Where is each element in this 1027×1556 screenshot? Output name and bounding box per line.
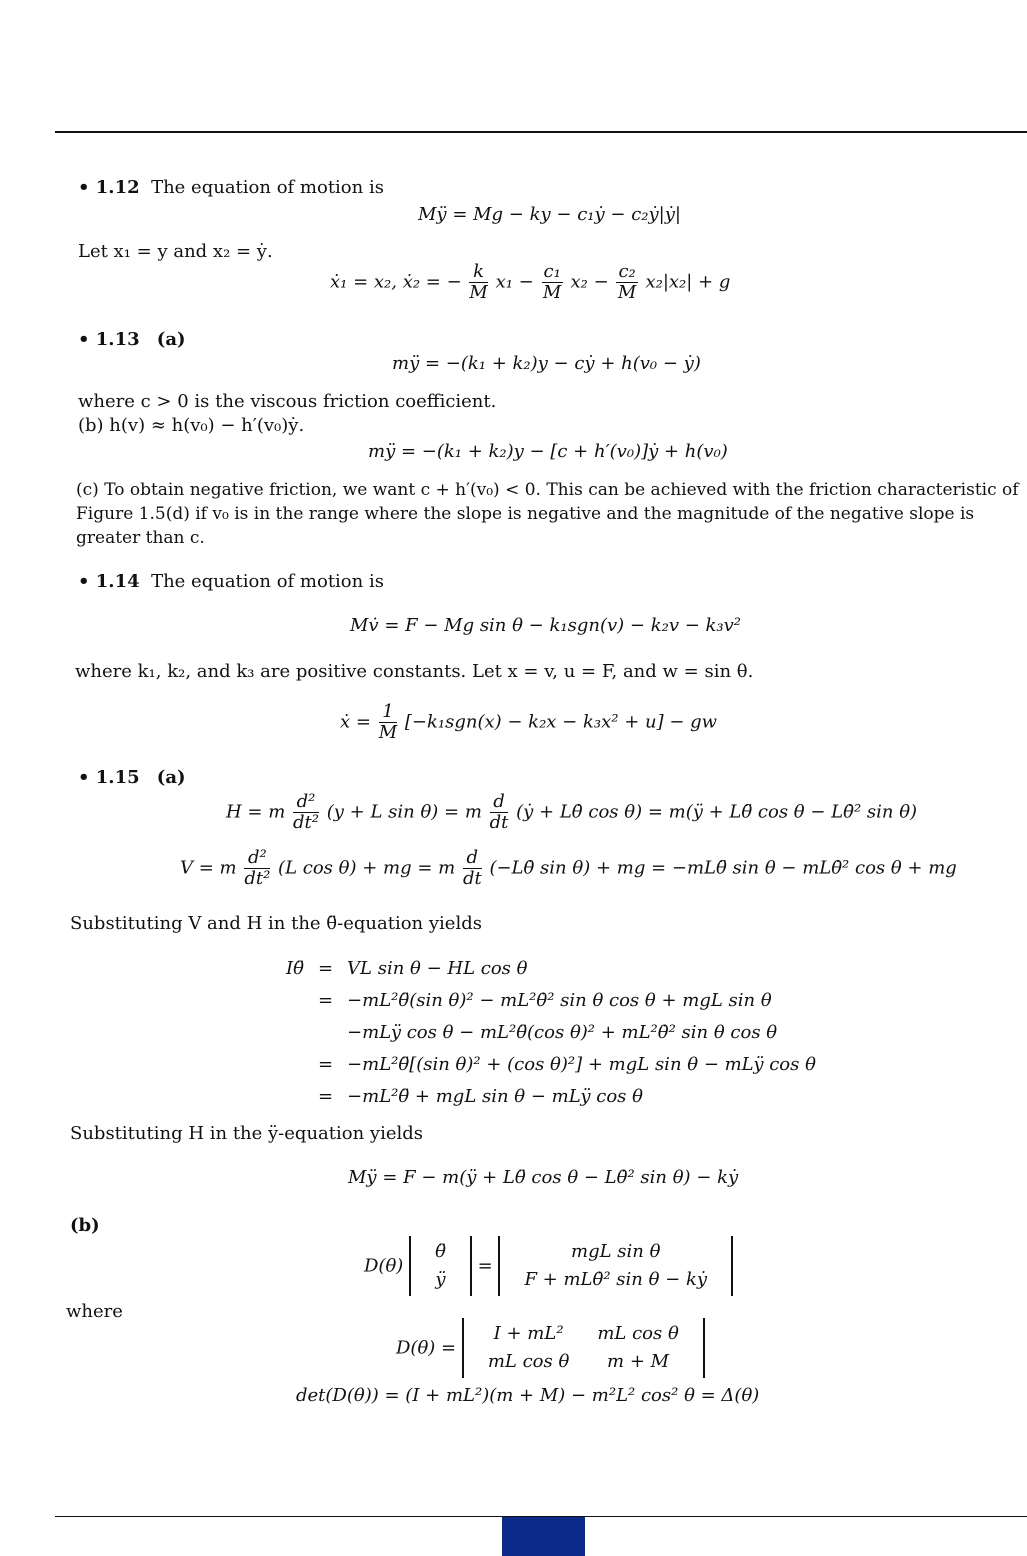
top-rule [55,131,1027,133]
aligned-row [280,986,822,1016]
aligned-equations [278,952,824,1114]
aligned-lhs: Iθ̈ [286,958,304,979]
equation-V: V = m $\frac{\text{d²}}{\text{dt²}}$ (L cos θ) + mg = m $\frac{d}{dt}$ (−Lθ̇ sin θ) + mg = −mLθ̈ sin θ − mLθ̇² cos θ + mg [180,847,957,889]
state-equations-1-12: ẋ₁ = x₂, ẋ₂ = − $\frac{k}{M}$ x₁ − $\frac{\text{c₁}}{M}$ x₂ − $\frac{\text{c₂}}{M}$ x₂|x₂| + g [330,261,731,303]
equation-1-14b: ẋ = $\frac{1}{M}$ [−k₁sgn(x) − k₂x − k₃x² + u] − gw [340,701,718,743]
text-1-13a: where c > 0 is the viscous friction coefficient. [78,391,497,412]
text-1-14b: where k₁, k₂, and k₃ are positive constants. Let x = v, u = F, and w = sin θ. [75,661,754,682]
aligned-rhs: VL sin θ − HL cos θ [347,958,528,979]
aligned-rel: = [317,1054,334,1075]
equation-1-13a: mÿ = −(k₁ + k₂)y − cẏ + h(v₀ − ẏ) [392,353,701,374]
aligned-row [280,1082,822,1112]
equation-H: H = m $\frac{\text{d²}}{\text{dt²}}$ (y + L sin θ) = m $\frac{d}{dt}$ (ẏ + Lθ̇ cos θ) = m(ÿ + Lθ̈ cos θ − Lθ̇² sin θ) [226,791,918,833]
vector-left: θ̈ ÿ [409,1236,472,1296]
let-statement: Let x₁ = y and x₂ = ẏ. [78,241,273,262]
text-substituting-V-H: Substituting V and H in the θ̈-equation yields [70,913,482,934]
problem-1-12-text: The equation of motion is [151,177,384,198]
aligned-lhs [280,1082,310,1112]
equation-1-13b: mÿ = −(k₁ + k₂)y − [c + h′(v₀)]ẏ + h(v₀) [368,441,728,462]
aligned-row [280,954,822,984]
problem-1-14: • 1.14 The equation of motion is [78,571,384,592]
aligned-rhs: −mL²θ̈[(sin θ)² + (cos θ)²] + mgL sin θ − mLÿ cos θ [347,1054,816,1075]
problem-1-15: • 1.15 (a) [78,767,186,788]
equation-det: det(D(θ)) = (I + mL²)(m + M) − m²L² cos² θ = Δ(θ) [296,1385,760,1406]
aligned-rel [312,1018,339,1048]
matrix-equation: D(θ) θ̈ ÿ = mgL sin θ F + mLθ̇² sin θ − kẏ [364,1236,733,1296]
vector-right: mgL sin θ F + mLθ̇² sin θ − kẏ [498,1236,733,1296]
aligned-lhs [280,1050,310,1080]
aligned-rel: = [317,990,334,1011]
equation-1-14: Mv̇ = F − Mg sin θ − k₁sgn(v) − k₂v − k₃v² [350,615,742,636]
problem-1-13: • 1.13 (a) [78,329,186,350]
text-1-13c: (c) To obtain negative friction, we want c + h′(v₀) < 0. This can be achieved with the friction characteristic of Figure 1.5(d) if v₀ is in the range where the slope is negative and the magnitude of the negative slope is greater than c. [76,480,1019,548]
equation-1-12: Mÿ = Mg − ky − c₁ẏ − c₂ẏ|ẏ| [418,204,681,225]
aligned-lhs [280,1018,310,1048]
aligned-row [280,1050,822,1080]
text-substituting-H: Substituting H in the ÿ-equation yields [70,1123,424,1144]
aligned-row [280,1018,822,1048]
aligned-lhs [280,986,310,1016]
text-1-13b: (b) h(v) ≈ h(v₀) − h′(v₀)ẏ. [78,415,305,436]
matrix-D: D(θ) = I + mL² mL cos θ mL cos θ m + M [396,1318,705,1378]
aligned-rel: = [317,958,334,979]
aligned-rhs: −mLÿ cos θ − mL²θ̈(cos θ)² + mL²θ̇² sin θ cos θ [347,1022,778,1043]
text-where: where [66,1301,123,1322]
label-1-15b: (b) [70,1215,100,1236]
aligned-rel: = [317,1086,334,1107]
aligned-rhs: −mL²θ̈(sin θ)² − mL²θ̇² sin θ cos θ + mgL sin θ [347,990,772,1011]
equation-y: Mÿ = F − m(ÿ + Lθ̈ cos θ − Lθ̇² sin θ) − kẏ [348,1167,739,1188]
page-number-tab [502,1517,585,1556]
aligned-rhs: −mL²θ̈ + mgL sin θ − mLÿ cos θ [347,1086,643,1107]
problem-1-12: • 1.12 The equation of motion is [78,177,384,198]
